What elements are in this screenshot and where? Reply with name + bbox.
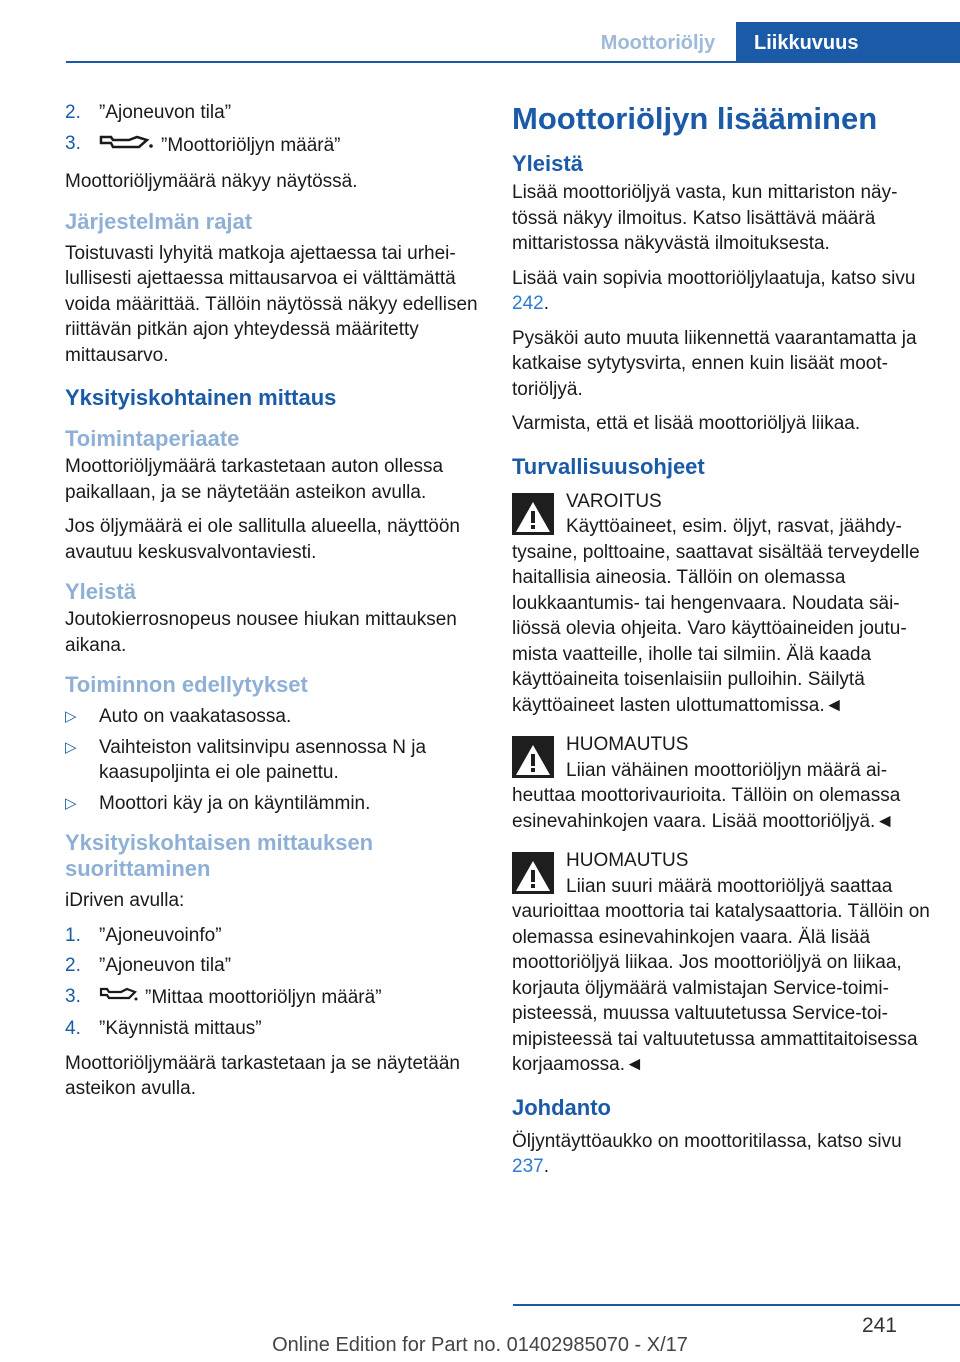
list-item xyxy=(65,100,483,126)
list-item xyxy=(65,923,483,949)
list-number: 1. xyxy=(65,924,81,946)
paragraph-text: . xyxy=(543,293,549,314)
heading-limits: Järjestelmän rajat xyxy=(65,208,253,234)
page-link-242[interactable]: 242 xyxy=(512,293,544,314)
menu-steps-list xyxy=(65,100,483,160)
header-section: Moottoriöljy xyxy=(600,32,716,54)
list-number: 3. xyxy=(65,132,81,154)
paragraph: Joutokierrosnopeus nousee hiukan mittauksen aikana. xyxy=(65,609,457,656)
list-item xyxy=(65,984,483,1012)
triangle-bullet-icon: ▷ xyxy=(65,794,77,812)
heading-prerequisites: Toiminnon edellytykset xyxy=(65,672,308,697)
warning-block xyxy=(512,489,930,719)
list-number: 4. xyxy=(65,1018,81,1039)
warning-title: HUOMAUTUS xyxy=(566,850,689,871)
warning-text: Liian suuri määrä moottoriöljyä saattaa vaurioittaa moottoria tai katalysaattoria. Tällöin on olemassa esinevahinkojen vaara. Älä lisää moottoriöljyä liikaa. Jos moottoriöljyä on liikaa, korjauta öljymäärä valmistajan Service-toimipisteessä, muussa valtuutetussa Service-toimipisteessä tai valtuutetussa ammattitaitoisessa korjaamossa.◄ xyxy=(512,875,930,1075)
warning-title: HUOMAUTUS xyxy=(566,734,689,755)
page-title: Moottoriöljyn lisääminen xyxy=(512,101,878,136)
list-text: Auto on vaakatasossa. xyxy=(99,706,292,727)
heading-general-right: Yleistä xyxy=(512,151,583,176)
paragraph: Varmista, että et lisää moottoriöljyä liikaa. xyxy=(512,413,861,434)
heading-detailed-measurement: Yksityiskohtainen mittaus xyxy=(65,385,337,410)
list-number: 2. xyxy=(65,102,81,123)
list-item xyxy=(65,131,483,161)
paragraph: Pysäköi auto muuta liikennettä vaarantamatta ja katkaise sytytysvirta, ennen kuin lisäät moottoriöljyä. xyxy=(512,327,917,400)
paragraph: Lisää moottoriöljyä vasta, kun mittariston näytössä näkyy ilmoitus. Katso lisättävä määrä mittaristossa näkyvästä ilmoituksesta. xyxy=(512,182,898,254)
list-item xyxy=(65,791,483,817)
list-item xyxy=(65,735,483,786)
list-text: ”Ajoneuvoinfo” xyxy=(99,924,222,946)
heading-general: Yleistä xyxy=(65,579,136,604)
list-text: ”Ajoneuvon tila” xyxy=(99,102,232,123)
warning-text: Liian vähäinen moottoriöljyn määrä aiheuttaa moottorivaurioita. Tällöin on olemassa esinevahinkojen vaara. Lisää moottoriöljyä.◄ xyxy=(512,759,901,832)
heading-perform-measurement: Yksityiskohtaisen mittauksen suorittaminen xyxy=(65,830,374,881)
header-chapter-tab: Liikkuvuus xyxy=(736,22,960,62)
heading-intro: Johdanto xyxy=(512,1094,611,1120)
paragraph: iDriven avulla: xyxy=(65,890,185,911)
paragraph: Moottoriöljymäärä tarkastetaan ja se näytetään asteikon avulla. xyxy=(65,1052,460,1099)
paragraph: Toistuvasti lyhyitä matkoja ajettaessa tai urheilullisesti ajettaessa mittausarvoa ei välttämättä voida määrittää. Tällöin näytössä näkyy edellisen riittävän pitkän ajon yhteydessä määritetty mittausarvo. xyxy=(65,242,478,366)
paragraph xyxy=(512,266,930,317)
heading-safety: Turvallisuusohjeet xyxy=(512,453,705,479)
paragraph-text: Lisää vain sopivia moottoriöljylaatuja, katso sivu xyxy=(512,267,916,289)
paragraph: Moottoriöljymäärä näkyy näytössä. xyxy=(65,171,358,192)
paragraph xyxy=(512,1129,930,1180)
edition-footer: Online Edition for Part no. 01402985070 - X/17 xyxy=(272,1334,688,1356)
right-column xyxy=(512,100,930,1189)
list-text: ”Ajoneuvon tila” xyxy=(99,955,232,976)
triangle-bullet-icon: ▷ xyxy=(65,708,77,725)
list-text: ”Moottoriöljyn määrä” xyxy=(161,134,341,156)
paragraph: Jos öljymäärä ei ole sallitulla alueella, näyttöön avautuu keskusvalvontaviesti. xyxy=(65,516,461,563)
warning-text: Käyttöaineet, esim. öljyt, rasvat, jäähdytysaine, polttoaine, saattavat sisältää terveydelle haitallisia aineosia. Tällöin on olemassa loukkaantumis- tai hengenvaara. Noudata säiliössä olevia ohjeita. Varo käyttöaineiden joutumista vaatteille, iholle tai silmiin. Älä kaada käyttöaineita toisenlaisiin pulloihin. Säilytä käyttöaineet lasten ulottumattomissa.◄ xyxy=(512,516,920,716)
list-text: ”Mittaa moottoriöljyn määrä” xyxy=(145,986,382,1008)
triangle-bullet-icon: ▷ xyxy=(65,738,77,756)
oil-can-icon xyxy=(99,984,139,1012)
oil-can-icon xyxy=(99,131,155,161)
list-text: ”Käynnistä mittaus” xyxy=(99,1018,262,1039)
page-link-237[interactable]: 237 xyxy=(512,1156,544,1177)
warning-triangle-icon xyxy=(512,736,554,778)
page-number: 241 xyxy=(861,1314,897,1337)
warning-title: VAROITUS xyxy=(566,490,662,512)
footer-rule xyxy=(513,1304,960,1306)
warning-block xyxy=(512,732,930,834)
list-item xyxy=(65,704,483,730)
list-item xyxy=(65,953,483,979)
list-item xyxy=(65,1016,483,1042)
list-number: 2. xyxy=(65,955,81,976)
list-text: Moottori käy ja on käyntilämmin. xyxy=(99,792,371,814)
left-column xyxy=(65,100,483,1111)
idrive-steps-list xyxy=(65,923,483,1042)
prerequisites-list xyxy=(65,704,483,816)
paragraph-text: . xyxy=(543,1156,549,1177)
warning-triangle-icon xyxy=(512,493,554,535)
list-number: 3. xyxy=(65,985,81,1007)
warning-triangle-icon xyxy=(512,852,554,894)
paragraph: Moottoriöljymäärä tarkastetaan auton ollessa paikallaan, ja se näytetään asteikon avulla. xyxy=(65,456,444,503)
paragraph-text: Öljyntäyttöaukko on moottoritilassa, katso sivu xyxy=(512,1130,902,1152)
warning-block xyxy=(512,848,930,1078)
list-text: Vaihteiston valitsinvipu asennossa N ja kaasupoljinta ei ole painettu. xyxy=(99,736,427,783)
heading-principle: Toimintaperiaate xyxy=(65,426,240,451)
